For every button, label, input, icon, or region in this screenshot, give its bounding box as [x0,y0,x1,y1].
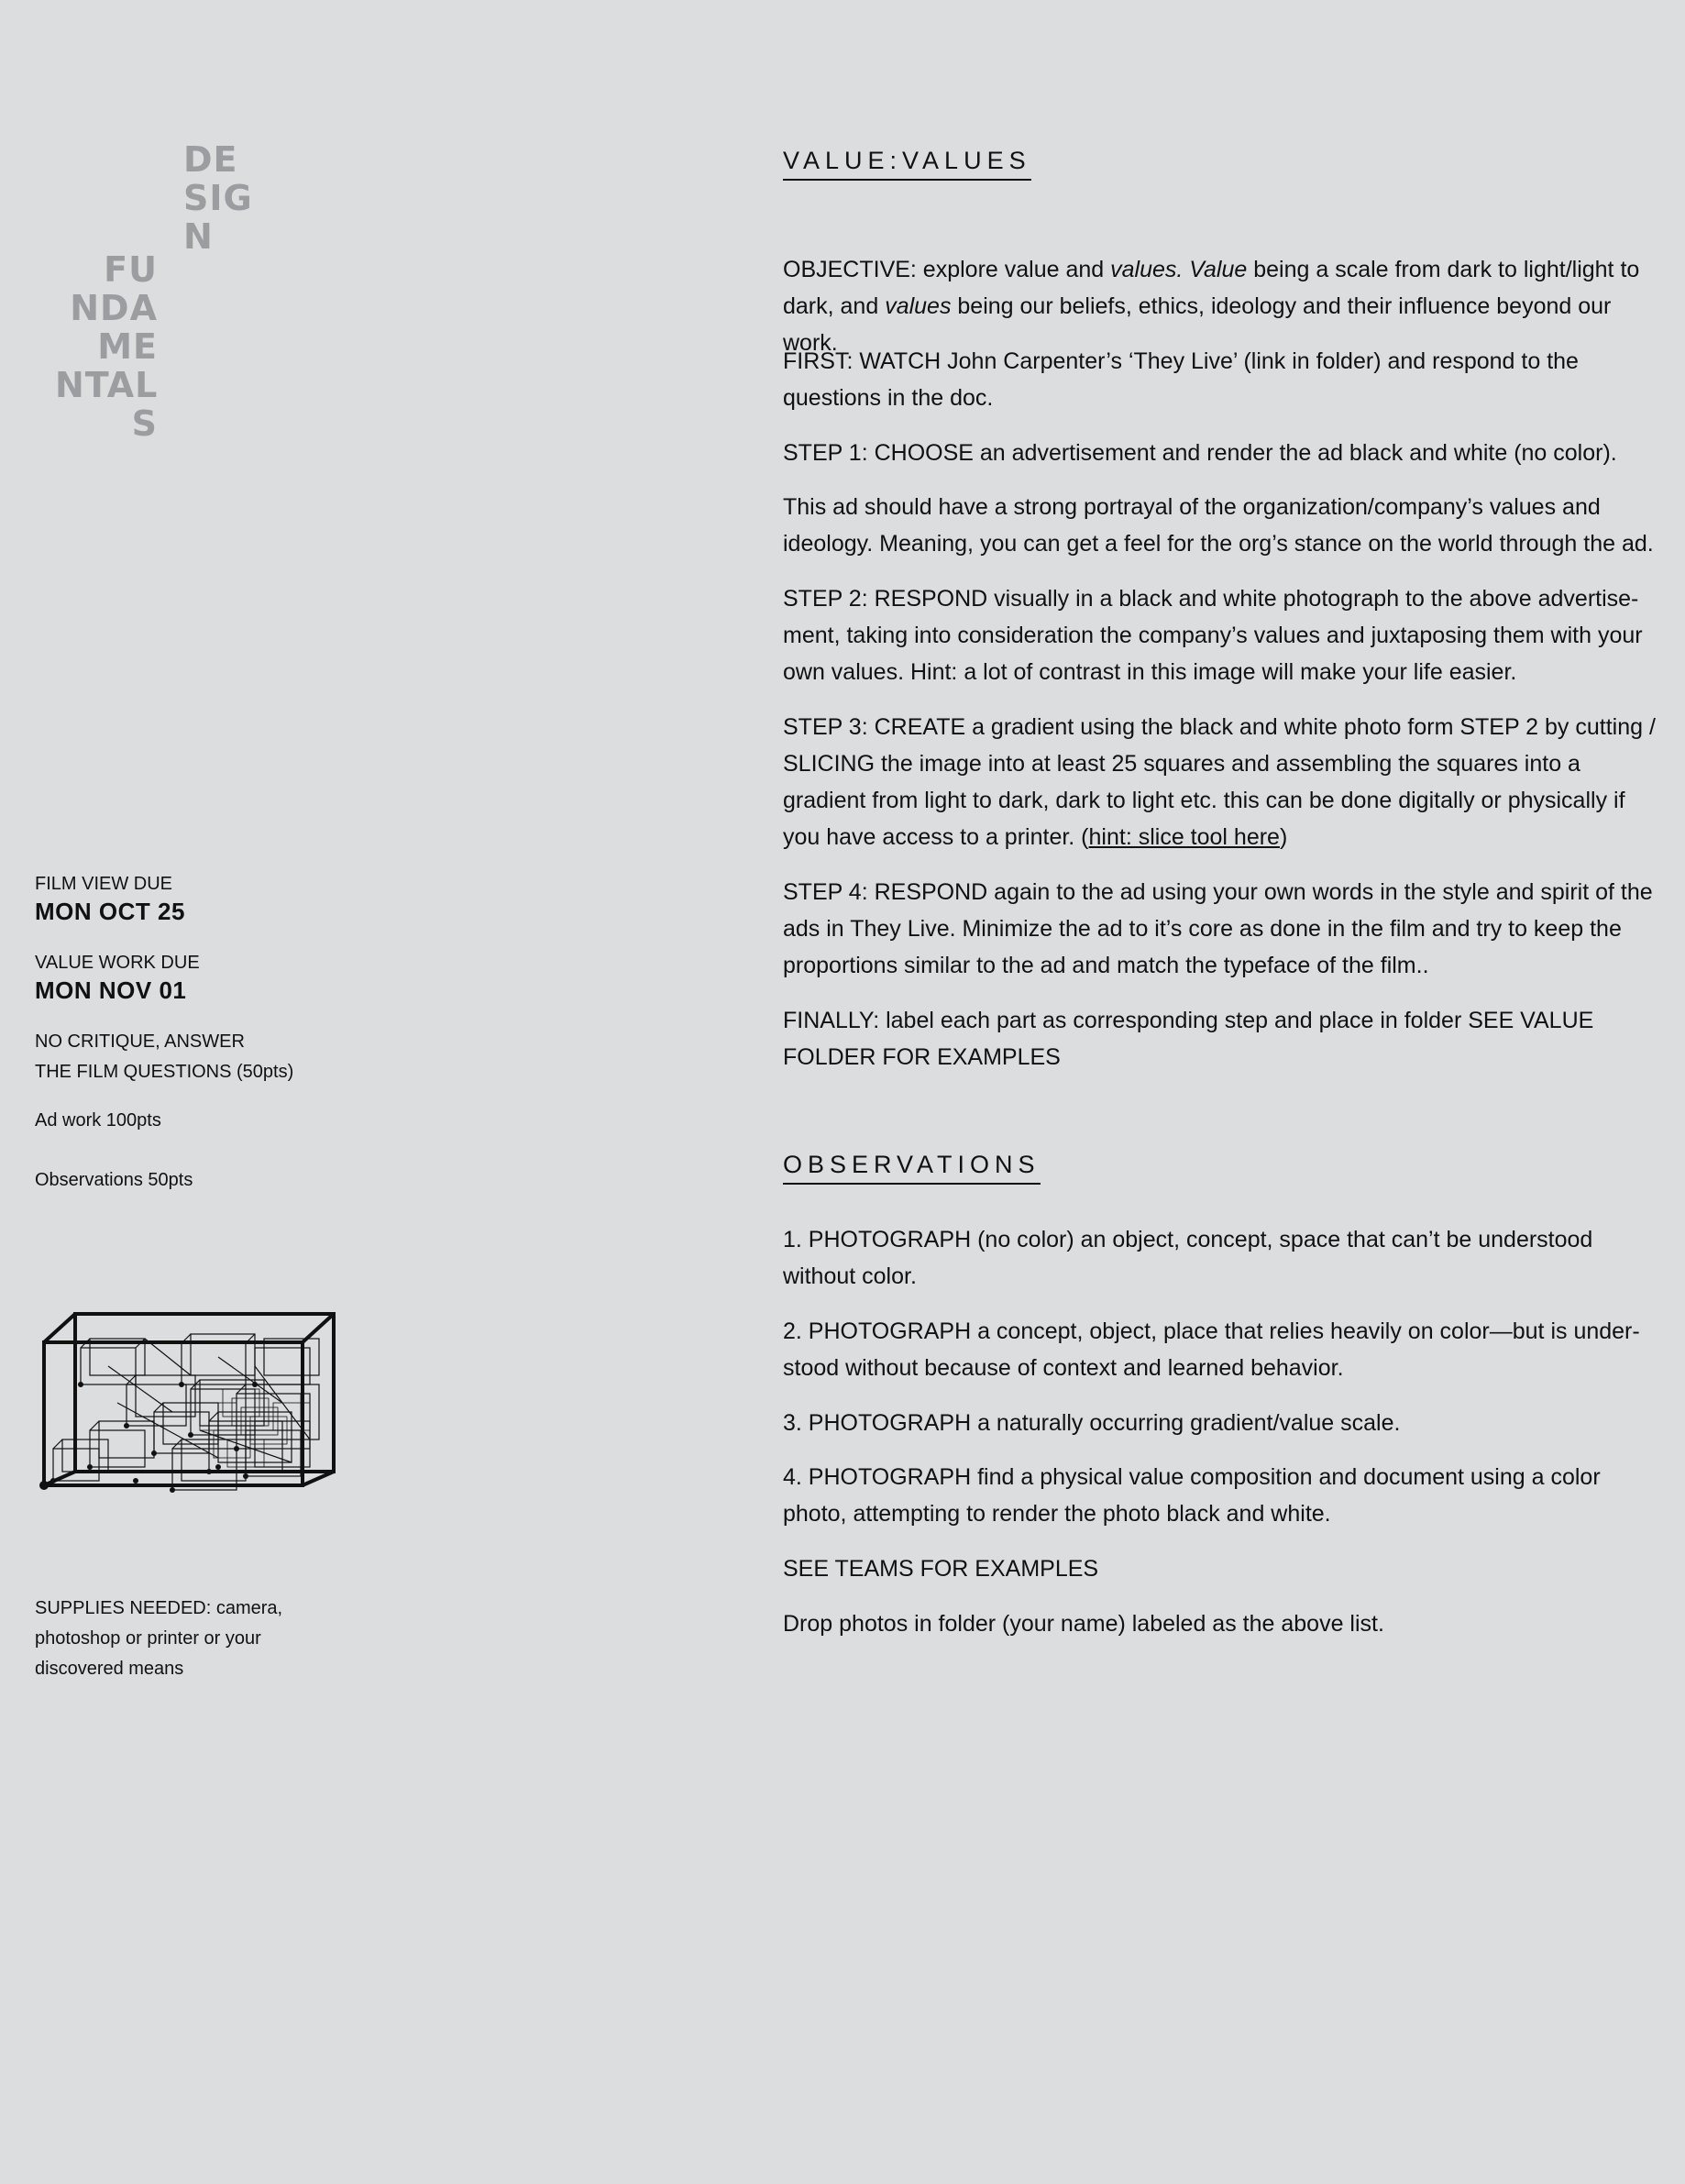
logo-line: SIG [183,178,253,218]
slice-tool-link[interactable]: hint: slice tool here [1088,824,1280,850]
logo-line: FU [104,249,158,290]
logo-line: NDA [70,288,158,328]
supplies-line3: discovered means [35,1659,184,1679]
step2-paragraph: STEP 2: RESPOND visually in a black and white photograph to the above advertise-ment, taking into consideration the company’s values and juxtaposing them with your own values. Hint: a lot of contrast in this image will make your life easier. [783,586,1643,685]
objective-emphasis: values. Value [1110,257,1248,282]
value-work-date: MON NOV 01 [35,976,187,1004]
observation-item-3: 3. PHOTOGRAPH a naturally occurring gradient/value scale. [783,1410,1401,1436]
observation-item-2: 2. PHOTOGRAPH a concept, object, place that relies heavily on color—but is under-stood without because of context and learned behavior. [783,1318,1640,1381]
value-values-heading: VALUE:VALUES [783,147,1031,181]
critique-note-line1: NO CRITIQUE, ANSWER [35,1031,245,1052]
film-view-label: FILM VIEW DUE [35,874,173,894]
drop-photos-note: Drop photos in folder (your name) labeled as the above list. [783,1611,1384,1637]
step3-paragraph [783,709,1663,855]
ad-note-paragraph: This ad should have a strong portrayal of the organization/company’s values and ideology. Meaning, you can get a feel for the org’s stance on the world through the ad. [783,494,1654,557]
observation-item-1: 1. PHOTOGRAPH (no color) an object, concept, space that can’t be understood without color. [783,1227,1593,1289]
critique-note-line2: THE FILM QUESTIONS (50pts) [35,1062,294,1082]
finally-paragraph: FINALLY: label each part as corresponding step and place in folder SEE VALUE FOLDER FOR EXAMPLES [783,1008,1594,1070]
logo-line: DE [183,139,238,180]
supplies-line1: SUPPLIES NEEDED: camera, [35,1598,283,1618]
supplies-line2: photoshop or printer or your [35,1628,261,1649]
objective-text: OBJECTIVE: explore value and [783,257,1111,282]
observations-heading: OBSERVATIONS [783,1151,1041,1185]
fundamentals-wordmark [55,250,158,443]
design-wordmark [183,140,253,256]
objective-text: being a scale from dark to light/light to dark, and [783,257,1640,319]
wireframe-cubes-illustration [35,1302,339,1495]
step1-paragraph: STEP 1: CHOOSE an advertisement and render the ad black and white (no color). [783,440,1617,466]
observations-points: Observations 50pts [35,1170,193,1190]
objective-text: being our beliefs, ethics, ideology and their influence beyond our work. [783,293,1612,356]
logo-line: ME [97,326,158,367]
objective-emphasis: values [885,293,952,319]
observation-item-4: 4. PHOTOGRAPH find a physical value composition and document using a color photo, attempting to render the photo black and white. [783,1464,1601,1527]
step3-text-end: ) [1279,824,1288,850]
see-teams-note: SEE TEAMS FOR EXAMPLES [783,1556,1099,1582]
logo-line: N [183,216,214,257]
logo-line: S [131,403,158,444]
logo-line: NTAL [55,365,159,405]
step4-paragraph: STEP 4: RESPOND again to the ad using your own words in the style and spirit of the ads in They Live. Minimize the ad to it’s core as done in the film and try to keep the proportions similar to the ad and match the typeface of the film.. [783,879,1653,978]
ad-work-points: Ad work 100pts [35,1110,161,1131]
value-work-label: VALUE WORK DUE [35,953,200,973]
film-view-date: MON OCT 25 [35,898,185,925]
step3-text: STEP 3: CREATE a gradient using the black and white photo form STEP 2 by cutting / SLICING the image into at least 25 squares and assembling the squares into a gradient from light to dark, dark to light etc. this can be done digitally or physically if you have access to a printer. ( [783,714,1656,850]
first-step-paragraph: FIRST: WATCH John Carpenter’s ‘They Live’ (link in folder) and respond to the questions in the doc. [783,348,1579,411]
